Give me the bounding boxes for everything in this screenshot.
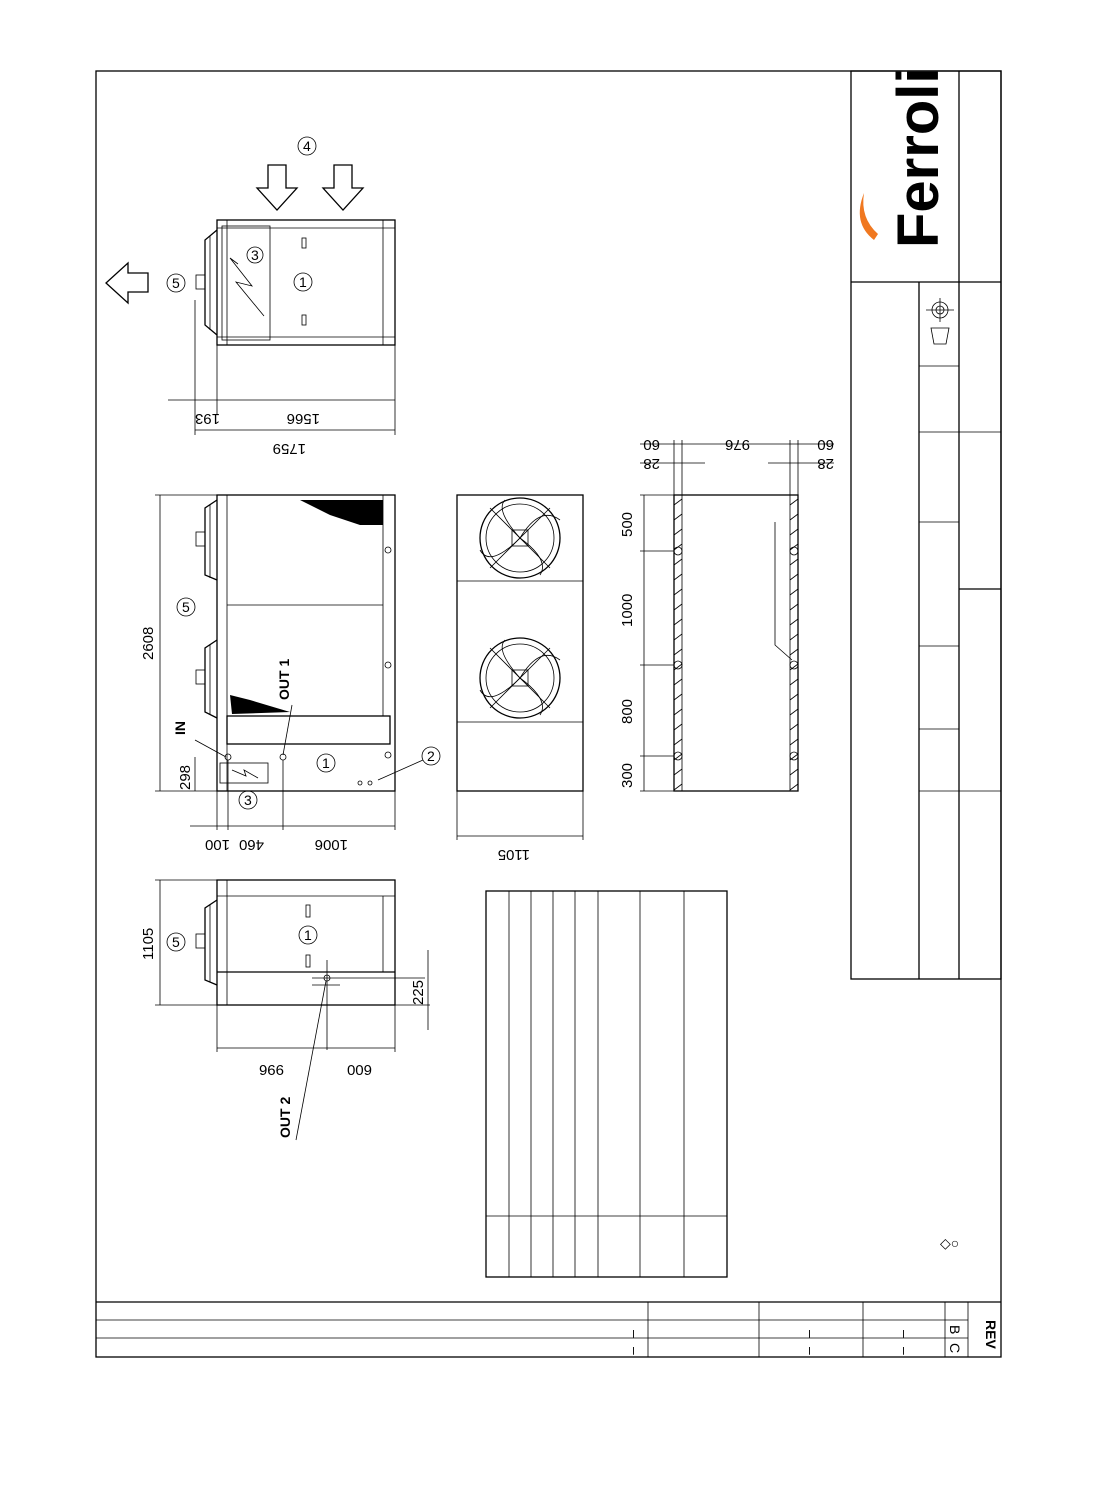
airflow-out-arrow-icon [106,263,148,303]
base-view [619,436,834,791]
svg-text:996: 996 [258,1061,284,1078]
svg-text:5: 5 [172,275,180,291]
airflow-in-arrow-icon [323,165,363,210]
revision-block [627,1235,999,1355]
svg-text:IN: IN [172,721,188,735]
ferroli-logo [860,68,951,249]
fan-view [457,495,583,863]
svg-text:300: 300 [619,762,636,788]
svg-text:298: 298 [177,764,194,790]
svg-text:60: 60 [817,436,834,453]
svg-text:2: 2 [427,748,435,764]
svg-text:3: 3 [244,792,252,808]
svg-text:28: 28 [643,455,660,472]
svg-text:28: 28 [817,455,834,472]
svg-text:B: B [947,1325,963,1335]
svg-text:2608: 2608 [140,626,157,660]
svg-text:–: – [897,1347,913,1355]
svg-text:1: 1 [322,755,330,771]
diamond-circle-icon: ◇○ [940,1235,960,1251]
legend-table [486,891,727,1277]
svg-text:OUT 1: OUT 1 [276,658,292,700]
svg-text:–: – [803,1330,819,1338]
svg-text:5: 5 [182,599,190,615]
svg-text:4: 4 [303,138,311,154]
svg-text:1105: 1105 [497,846,530,863]
svg-text:1: 1 [304,927,312,943]
svg-text:1566: 1566 [286,410,320,427]
svg-text:600: 600 [346,1061,372,1078]
svg-text:225: 225 [410,979,427,1005]
fan-icon [480,498,560,578]
svg-text:–: – [803,1347,819,1355]
airflow-in-arrow-icon [257,165,297,210]
svg-text:3: 3 [251,247,259,263]
svg-text:REV: REV [983,1320,999,1349]
svg-text:–: – [897,1330,913,1338]
svg-text:5: 5 [172,934,180,950]
svg-text:976: 976 [724,436,750,453]
top-view [106,137,395,457]
svg-text:100: 100 [204,836,230,853]
svg-text:1006: 1006 [314,836,348,853]
fan-icon [480,638,560,718]
svg-text:1105: 1105 [140,927,157,960]
svg-text:1: 1 [299,274,307,290]
drawing-frame [96,71,1001,1357]
svg-text:1759: 1759 [272,440,306,457]
svg-text:–: – [627,1347,643,1355]
svg-text:1000: 1000 [619,593,636,627]
projection-symbol-icon [926,298,954,344]
svg-text:60: 60 [643,436,660,453]
front-view [140,495,440,853]
svg-text:C: C [947,1343,963,1354]
svg-text:193: 193 [194,410,220,427]
svg-text:OUT 2: OUT 2 [277,1096,293,1138]
svg-text:460: 460 [238,836,264,853]
svg-text:–: – [627,1330,643,1338]
side-view [140,880,430,1140]
svg-text:Ferroli: Ferroli [886,67,951,248]
svg-text:800: 800 [619,698,636,724]
svg-text:500: 500 [619,511,636,537]
